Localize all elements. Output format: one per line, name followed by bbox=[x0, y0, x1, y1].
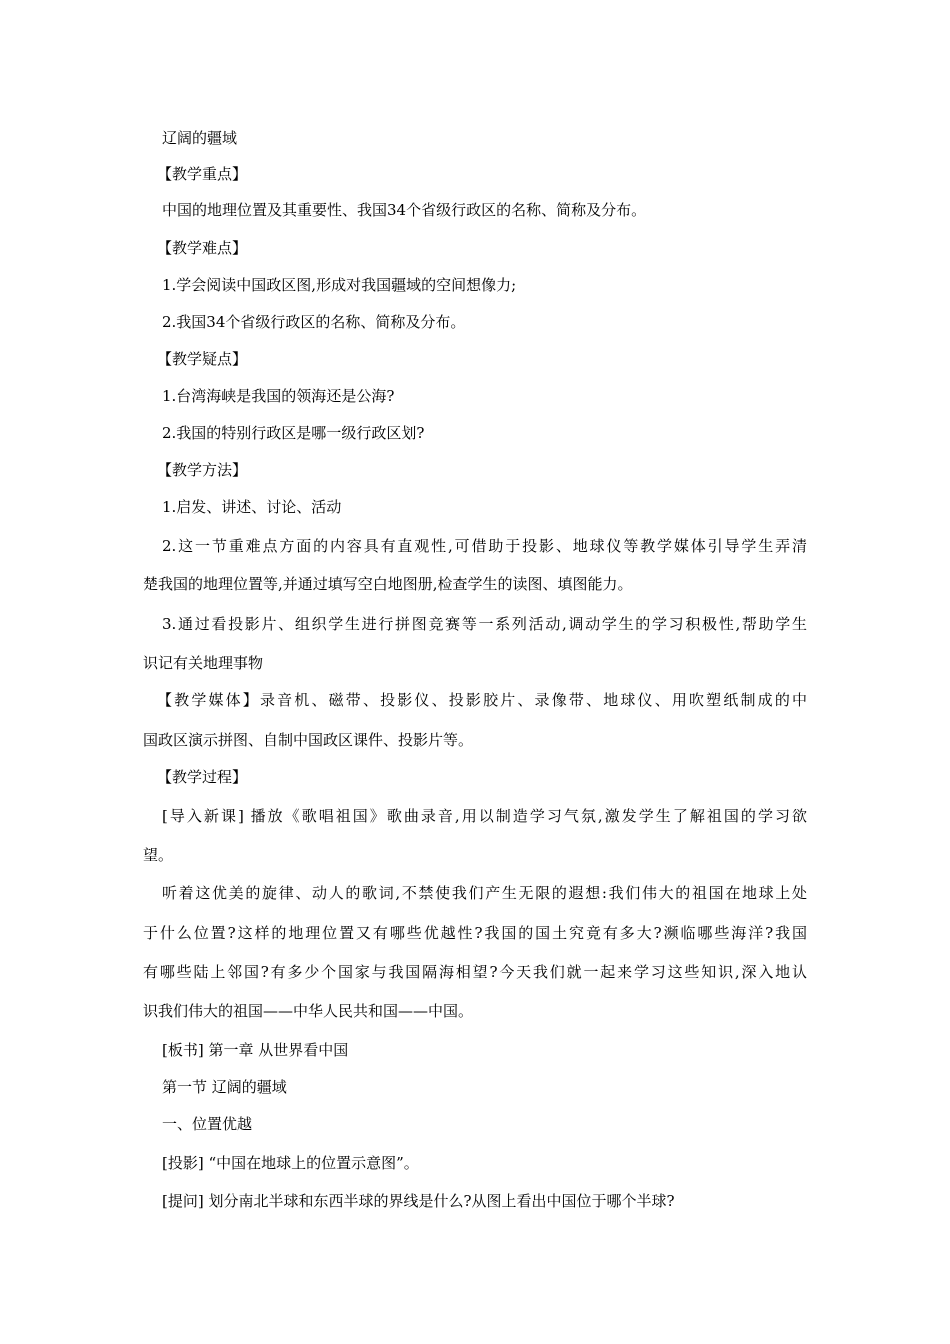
intro-line-1: [导入新课] 播放《歌唱祖国》歌曲录音,用以制造学习气氛,激发学生了解祖国的学习欲 bbox=[162, 807, 807, 825]
doubt-item: 1.台湾海峡是我国的领海还是公海? bbox=[162, 387, 395, 405]
teaching-focus-heading: 【教学重点】 bbox=[157, 165, 248, 183]
method-item-3-line-2: 识记有关地理事物 bbox=[143, 654, 264, 672]
teaching-media-line-2: 国政区演示拼图、自制中国政区课件、投影片等。 bbox=[143, 731, 474, 749]
section-title: 第一节 辽阔的疆域 bbox=[162, 1078, 287, 1096]
teaching-process-heading: 【教学过程】 bbox=[157, 768, 248, 786]
paragraph-line-4: 识我们伟大的祖国——中华人民共和国——中国。 bbox=[143, 1002, 474, 1020]
teaching-focus-text: 中国的地理位置及其重要性、我国34个省级行政区的名称、简称及分布。 bbox=[162, 201, 647, 219]
doubt-item: 2.我国的特别行政区是哪一级行政区划? bbox=[162, 424, 425, 442]
board-note: [板书] 第一章 从世界看中国 bbox=[162, 1041, 349, 1059]
method-item-3-line-1: 3.通过看投影片、组织学生进行拼图竞赛等一系列活动,调动学生的学习积极性,帮助学生 bbox=[162, 615, 807, 633]
method-item-2-line-1: 2.这一节重难点方面的内容具有直观性,可借助于投影、地球仪等教学媒体引导学生弄清 bbox=[162, 537, 807, 555]
paragraph-line-3: 有哪些陆上邻国?有多少个国家与我国隔海相望?今天我们就一起来学习这些知识,深入地认 bbox=[143, 963, 807, 981]
document-title: 辽阔的疆域 bbox=[162, 129, 238, 147]
subsection-title: 一、位置优越 bbox=[162, 1115, 253, 1133]
paragraph-line-2: 于什么位置?这样的地理位置又有哪些优越性?我国的国土究竟有多大?濒临哪些海洋?我国 bbox=[143, 924, 808, 942]
difficulty-item: 1.学会阅读中国政区图,形成对我国疆域的空间想像力; bbox=[162, 276, 517, 294]
teaching-media-line-1: 【教学媒体】录音机、磁带、投影仪、投影胶片、录像带、地球仪、用吹塑纸制成的中 bbox=[157, 691, 807, 709]
projection-note: [投影] “中国在地球上的位置示意图”。 bbox=[162, 1154, 419, 1172]
method-item-2-line-2: 楚我国的地理位置等,并通过填写空白地图册,检查学生的读图、填图能力。 bbox=[143, 575, 633, 593]
difficulty-item: 2.我国34个省级行政区的名称、简称及分布。 bbox=[162, 313, 466, 331]
teaching-difficulty-heading: 【教学难点】 bbox=[157, 239, 248, 257]
question-note: [提问] 划分南北半球和东西半球的界线是什么?从图上看出中国位于哪个半球? bbox=[162, 1192, 675, 1210]
paragraph-line-1: 听着这优美的旋律、动人的歌词,不禁使我们产生无限的遐想:我们伟大的祖国在地球上处 bbox=[162, 884, 807, 902]
intro-line-2: 望。 bbox=[143, 846, 174, 864]
teaching-method-heading: 【教学方法】 bbox=[157, 461, 248, 479]
method-item-1: 1.启发、讲述、讨论、活动 bbox=[162, 498, 342, 516]
teaching-doubt-heading: 【教学疑点】 bbox=[157, 350, 248, 368]
